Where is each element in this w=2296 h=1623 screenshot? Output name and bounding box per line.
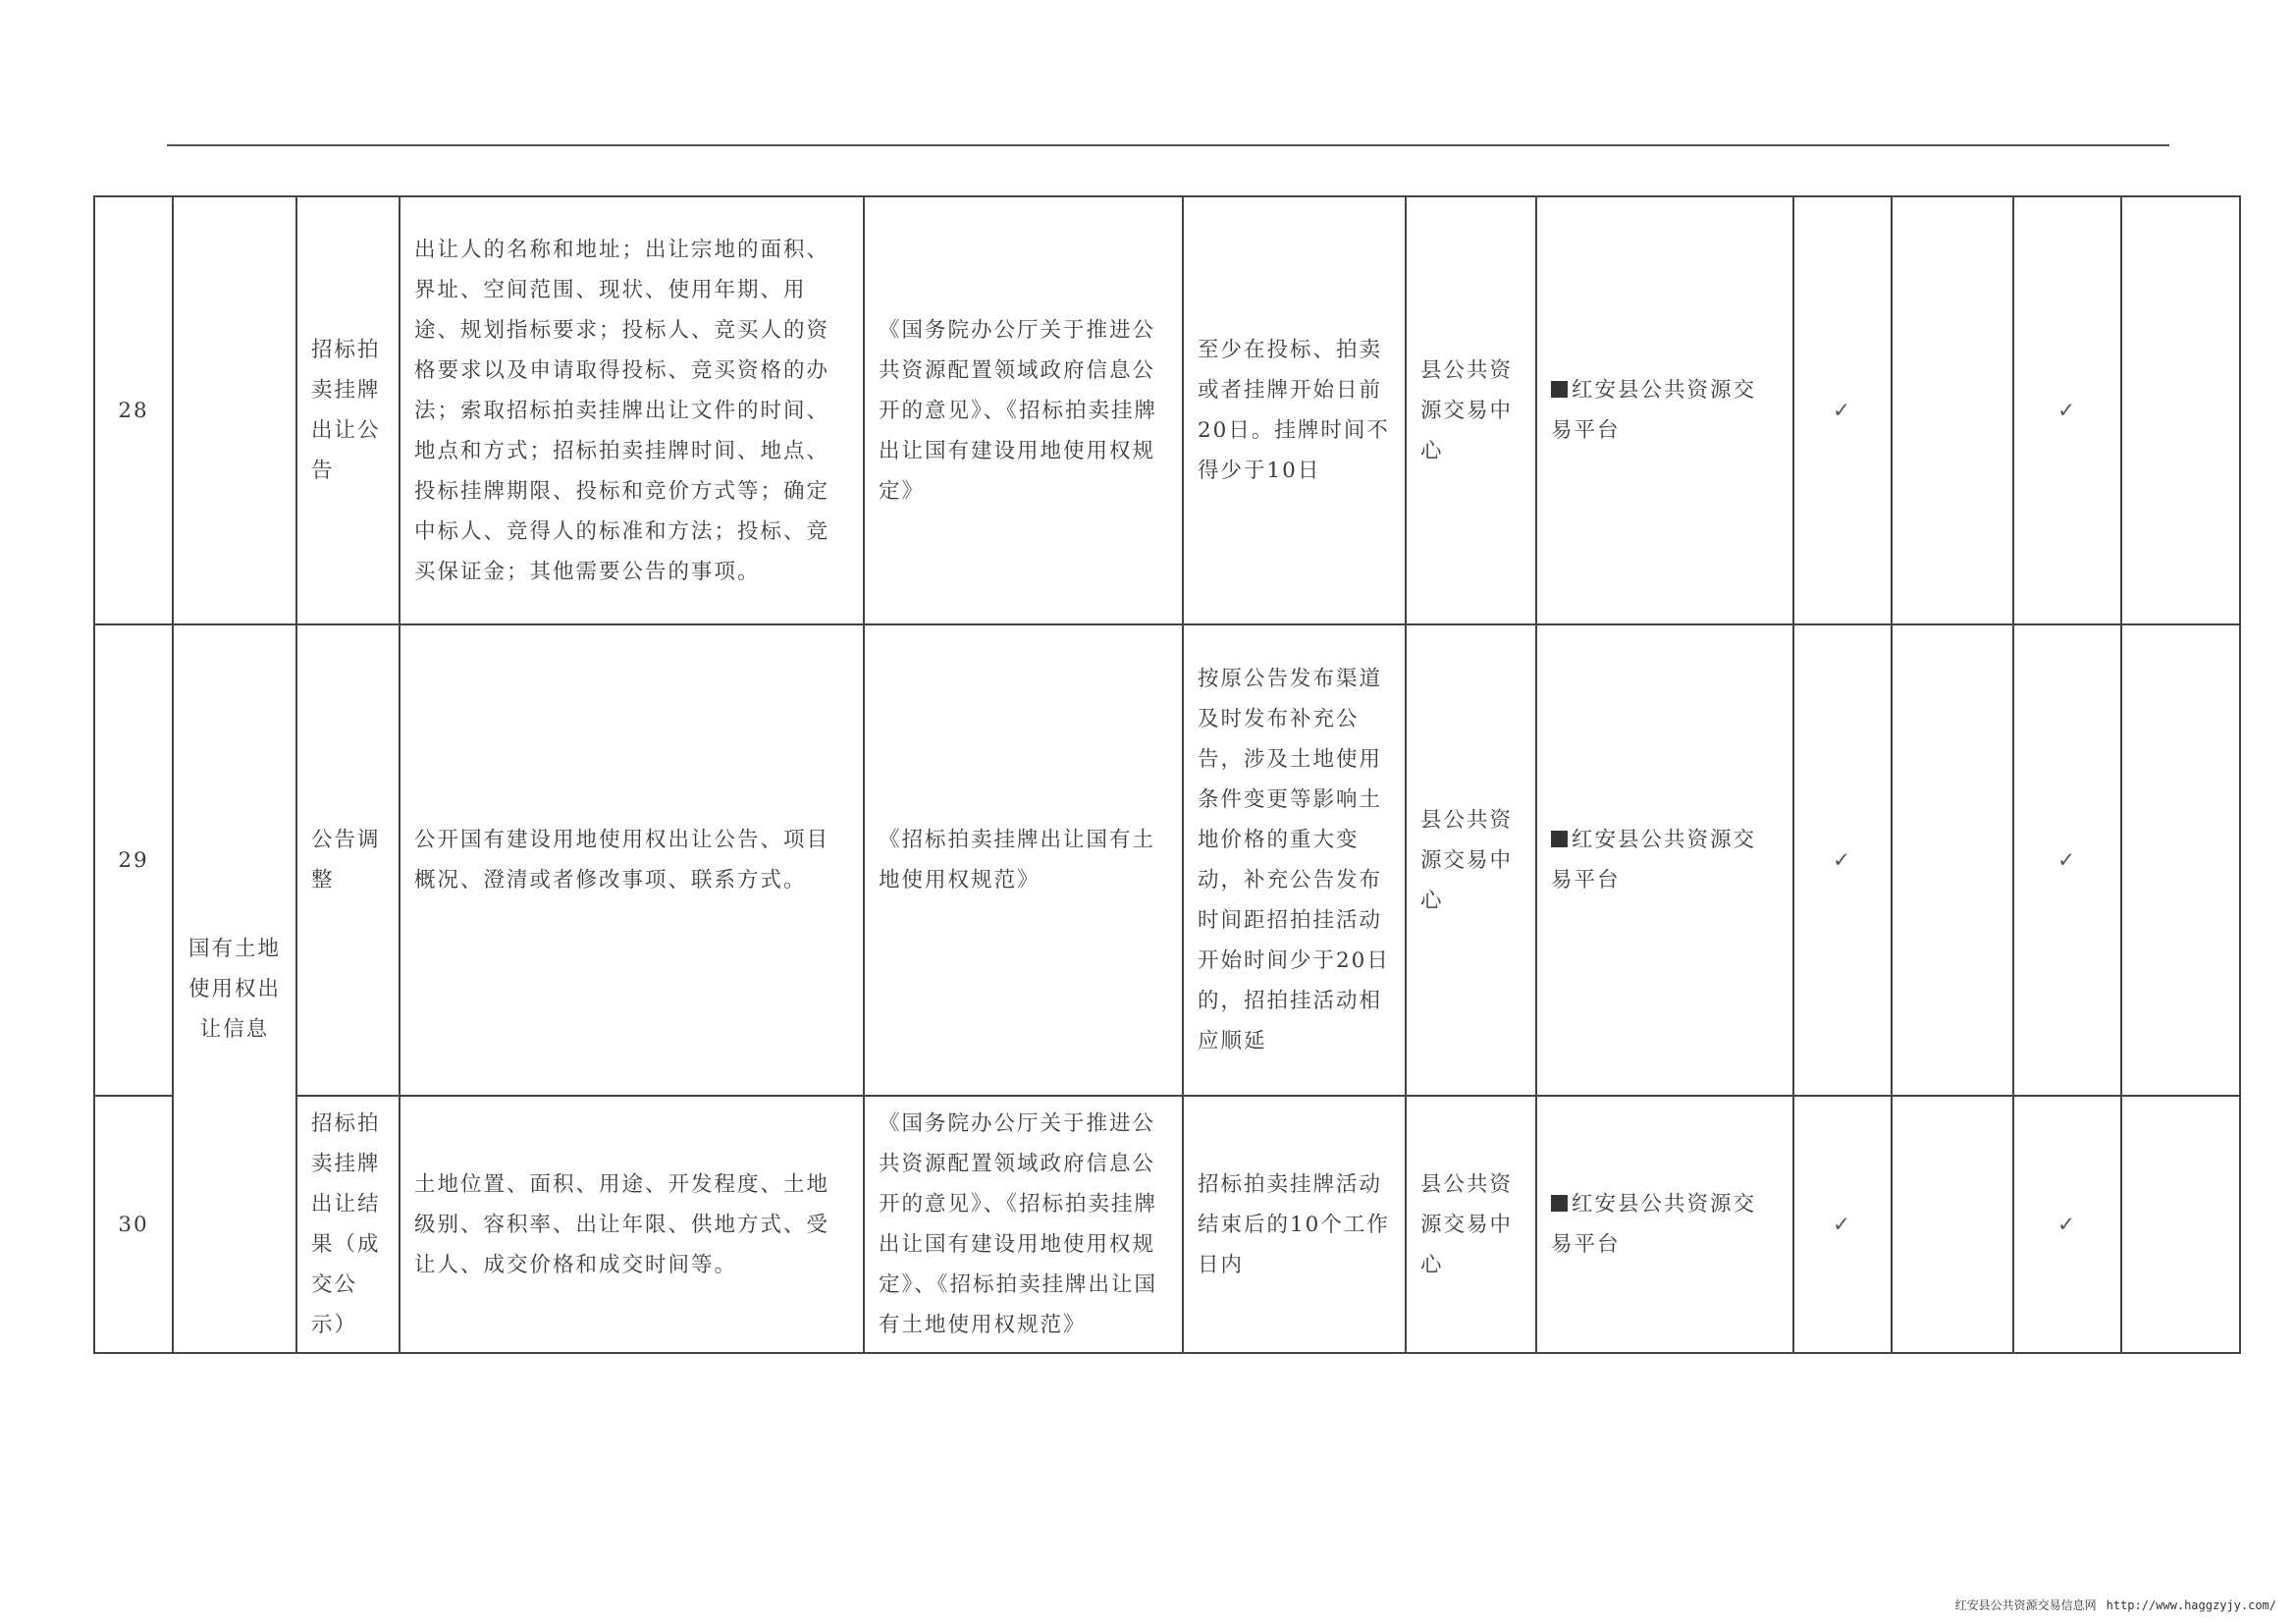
legal-basis: 《招标拍卖挂牌出让国有土地使用权规范》	[864, 624, 1183, 1096]
footer-url: http://www.haggzyjy.com/	[2106, 1598, 2276, 1612]
disclosure-timing: 至少在投标、拍卖或者挂牌开始日前20日。挂牌时间不得少于10日	[1183, 196, 1406, 624]
check-cell-empty	[1892, 196, 2013, 624]
header-rule	[167, 144, 2169, 146]
check-mark-public: ✓	[1793, 1096, 1892, 1353]
table-row	[94, 196, 2240, 624]
square-bullet-icon	[1551, 1195, 1568, 1212]
square-bullet-icon	[1551, 381, 1568, 398]
table-row	[94, 1096, 2240, 1353]
category-cell-empty	[173, 196, 296, 624]
row-number: 29	[94, 624, 173, 1096]
check-cell-empty	[2121, 624, 2240, 1096]
check-mark-public: ✓	[1793, 196, 1892, 624]
item-name: 公告调整	[296, 624, 400, 1096]
row-number: 28	[94, 196, 173, 624]
check-cell-empty	[2121, 1096, 2240, 1353]
disclosure-subject: 县公共资源交易中心	[1406, 196, 1536, 624]
square-bullet-icon	[1551, 831, 1568, 847]
disclosure-content: 土地位置、面积、用途、开发程度、土地级别、容积率、出让年限、供地方式、受让人、成交价格和成交时间等。	[400, 1096, 864, 1353]
item-name: 招标拍卖挂牌出让结果（成交公示）	[296, 1096, 400, 1353]
disclosure-subject: 县公共资源交易中心	[1406, 624, 1536, 1096]
check-cell-empty	[1892, 624, 2013, 1096]
page-footer	[1955, 1596, 2276, 1613]
row-number: 30	[94, 1096, 173, 1353]
disclosure-content: 公开国有建设用地使用权出让公告、项目概况、澄清或者修改事项、联系方式。	[400, 624, 864, 1096]
disclosure-timing: 招标拍卖挂牌活动结束后的10个工作日内	[1183, 1096, 1406, 1353]
check-mark-all: ✓	[2013, 624, 2121, 1096]
disclosure-channel	[1536, 624, 1793, 1096]
category-name: 国有土地使用权出让信息	[173, 624, 296, 1353]
disclosure-timing: 按原公告发布渠道及时发布补充公告，涉及土地使用条件变更等影响土地价格的重大变动，补充公告发布时间距招拍挂活动开始时间少于20日的，招拍挂活动相应顺延	[1183, 624, 1406, 1096]
check-cell-empty	[2121, 196, 2240, 624]
disclosure-table	[93, 195, 2241, 1354]
disclosure-content: 出让人的名称和地址；出让宗地的面积、界址、空间范围、现状、使用年期、用途、规划指标要求；投标人、竞买人的资格要求以及申请取得投标、竞买资格的办法；索取招标拍卖挂牌出让文件的时间、地点和方式；招标拍卖挂牌时间、地点、投标挂牌期限、投标和竞价方式等；确定中标人、竞得人的标准和方法；投标、竞买保证金；其他需要公告的事项。	[400, 196, 864, 624]
footer-site-name: 红安县公共资源交易信息网	[1954, 1598, 2097, 1612]
legal-basis: 《国务院办公厅关于推进公共资源配置领域政府信息公开的意见》、《招标拍卖挂牌出让国有建设用地使用权规定》	[864, 196, 1183, 624]
disclosure-channel	[1536, 1096, 1793, 1353]
check-mark-all: ✓	[2013, 1096, 2121, 1353]
channel-label: 红安县公共资源交易平台	[1551, 828, 1757, 893]
channel-label: 红安县公共资源交易平台	[1551, 378, 1757, 443]
disclosure-subject: 县公共资源交易中心	[1406, 1096, 1536, 1353]
item-name: 招标拍卖挂牌出让公告	[296, 196, 400, 624]
table-row	[94, 624, 2240, 1096]
legal-basis: 《国务院办公厅关于推进公共资源配置领域政府信息公开的意见》、《招标拍卖挂牌出让国有建设用地使用权规定》、《招标拍卖挂牌出让国有土地使用权规范》	[864, 1096, 1183, 1353]
check-cell-empty	[1892, 1096, 2013, 1353]
disclosure-channel	[1536, 196, 1793, 624]
channel-label: 红安县公共资源交易平台	[1551, 1192, 1757, 1257]
check-mark-all: ✓	[2013, 196, 2121, 624]
check-mark-public: ✓	[1793, 624, 1892, 1096]
